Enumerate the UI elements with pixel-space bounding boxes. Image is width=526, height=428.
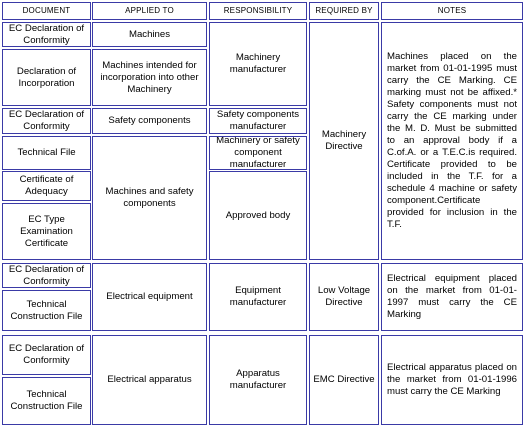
notes-lvd: Electrical equipment placed on the market from 01-01-1997 must carry the CE Marking <box>381 263 523 331</box>
applied-safety-components: Safety components <box>92 108 207 134</box>
doc-ec-declaration-lvd: EC Declaration of Conformity <box>2 263 91 288</box>
resp-apparatus-manufacturer: Apparatus manufacturer <box>209 335 307 425</box>
header-applied-to: APPLIED TO <box>92 2 207 20</box>
doc-declaration-of-incorporation: Declaration of Incorporation <box>2 49 91 106</box>
resp-safety-components-manufacturer: Safety components manufacturer <box>209 108 307 134</box>
req-machinery-directive: Machinery Directive <box>309 22 379 260</box>
resp-machinery-manufacturer: Machinery manufacturer <box>209 22 307 106</box>
req-emc-directive: EMC Directive <box>309 335 379 425</box>
resp-equipment-manufacturer: Equipment manufacturer <box>209 263 307 331</box>
header-notes: NOTES <box>381 2 523 20</box>
applied-electrical-equipment: Electrical equipment <box>92 263 207 331</box>
header-required-by: REQUIRED BY <box>309 2 379 20</box>
doc-ec-declaration-emc: EC Declaration of Conformity <box>2 335 91 375</box>
header-document: DOCUMENT <box>2 2 91 20</box>
applied-electrical-apparatus: Electrical apparatus <box>92 335 207 425</box>
doc-ec-declaration-safety: EC Declaration of Conformity <box>2 108 91 134</box>
req-low-voltage-directive: Low Voltage Directive <box>309 263 379 331</box>
header-responsibility: RESPONSIBILITY <box>209 2 307 20</box>
doc-technical-file: Technical File <box>2 136 91 170</box>
notes-emc: Electrical apparatus placed on the market from 01-01-1996 must carry the CE Marking <box>381 335 523 425</box>
applied-machines-incorporation: Machines intended for incorporation into other Machinery <box>92 49 207 106</box>
doc-technical-construction-file-lvd: Technical Construction File <box>2 290 91 331</box>
doc-technical-construction-file-emc: Technical Construction File <box>2 377 91 425</box>
notes-machinery: Machines placed on the market from 01-01-1995 must carry the CE Marking. CE marking must not be affixed.* Safety components must not carry the CE marking under the M. D. Must be submitted to an approval body if a C.of.A. or a T.E.C.is required. Certificate provided to be included in the T.F. for a schedule 4 machine or safety component.Certificate provided for inclusion in the T.F. <box>381 22 523 260</box>
resp-approved-body: Approved body <box>209 171 307 260</box>
resp-machinery-or-safety: Machinery or safety component manufacturer <box>209 136 307 170</box>
doc-ec-declaration: EC Declaration of Conformity <box>2 22 91 47</box>
applied-machines-and-safety: Machines and safety components <box>92 136 207 260</box>
doc-certificate-of-adequacy: Certificate of Adequacy <box>2 171 91 201</box>
applied-machines: Machines <box>92 22 207 47</box>
doc-ec-type-examination: EC Type Examination Certificate <box>2 203 91 260</box>
